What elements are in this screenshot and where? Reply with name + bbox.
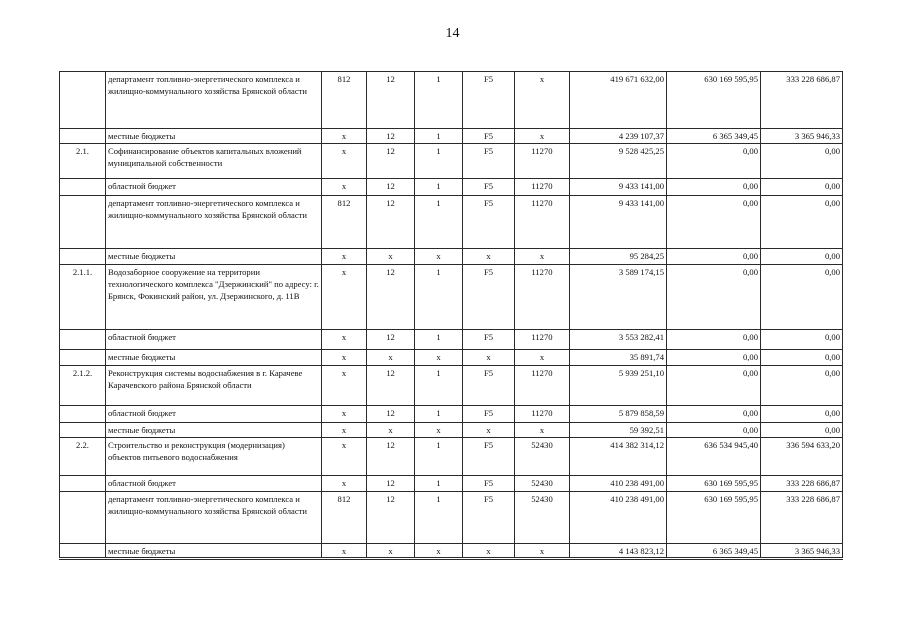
- col-code-2: x: [367, 249, 415, 265]
- col-code-3: x: [415, 249, 463, 265]
- amount-year-2: 0,00: [667, 179, 761, 196]
- row-number: [60, 179, 106, 196]
- col-code-4: F5: [463, 330, 515, 350]
- col-code-5: x: [515, 129, 570, 144]
- row-number: [60, 492, 106, 544]
- amount-year-2: 6 365 349,45: [667, 544, 761, 559]
- amount-year-1: 5 939 251,10: [570, 366, 667, 406]
- col-code-2: 12: [367, 72, 415, 129]
- col-code-4: x: [463, 350, 515, 366]
- col-code-1: x: [322, 406, 367, 423]
- col-code-3: x: [415, 423, 463, 438]
- col-code-3: 1: [415, 330, 463, 350]
- row-name: областной бюджет: [106, 330, 322, 350]
- table-row: [60, 366, 843, 406]
- amount-year-3: 0,00: [761, 330, 843, 350]
- col-code-1: x: [322, 129, 367, 144]
- amount-year-3: 0,00: [761, 350, 843, 366]
- row-name: департамент топливно-энергетического комплекса и жилищно-коммунального хозяйства Брянской области: [106, 492, 322, 544]
- amount-year-1: 414 382 314,12: [570, 438, 667, 476]
- row-number: [60, 330, 106, 350]
- amount-year-3: 333 228 686,87: [761, 492, 843, 544]
- amount-year-3: 0,00: [761, 366, 843, 406]
- col-code-2: 12: [367, 265, 415, 330]
- amount-year-3: 333 228 686,87: [761, 476, 843, 492]
- row-name: департамент топливно-энергетического комплекса и жилищно-коммунального хозяйства Брянской области: [106, 196, 322, 249]
- row-name: местные бюджеты: [106, 350, 322, 366]
- amount-year-1: 410 238 491,00: [570, 476, 667, 492]
- table-row: [60, 144, 843, 179]
- amount-year-2: 630 169 595,95: [667, 492, 761, 544]
- table-row: [60, 196, 843, 249]
- col-code-2: 12: [367, 144, 415, 179]
- amount-year-1: 3 553 282,41: [570, 330, 667, 350]
- col-code-1: x: [322, 144, 367, 179]
- table-row: [60, 179, 843, 196]
- table-row: [60, 330, 843, 350]
- row-name: областной бюджет: [106, 406, 322, 423]
- col-code-5: 52430: [515, 438, 570, 476]
- row-name: областной бюджет: [106, 179, 322, 196]
- col-code-1: x: [322, 366, 367, 406]
- amount-year-1: 4 239 107,37: [570, 129, 667, 144]
- amount-year-3: 0,00: [761, 406, 843, 423]
- amount-year-2: 0,00: [667, 366, 761, 406]
- row-number: 2.1.2.: [60, 366, 106, 406]
- amount-year-1: 35 891,74: [570, 350, 667, 366]
- col-code-5: x: [515, 72, 570, 129]
- col-code-4: x: [463, 423, 515, 438]
- amount-year-3: 0,00: [761, 265, 843, 330]
- col-code-5: x: [515, 544, 570, 559]
- row-number: 2.1.1.: [60, 265, 106, 330]
- col-code-5: 52430: [515, 492, 570, 544]
- col-code-4: x: [463, 544, 515, 559]
- col-code-3: x: [415, 544, 463, 559]
- table-row: [60, 492, 843, 544]
- col-code-3: x: [415, 350, 463, 366]
- col-code-3: 1: [415, 492, 463, 544]
- col-code-1: 812: [322, 196, 367, 249]
- row-name: Строительство и реконструкция (модернизация) объектов питьевого водоснабжения: [106, 438, 322, 476]
- amount-year-3: 3 365 946,33: [761, 544, 843, 559]
- col-code-1: 812: [322, 492, 367, 544]
- col-code-3: 1: [415, 476, 463, 492]
- col-code-2: x: [367, 544, 415, 559]
- col-code-2: 12: [367, 330, 415, 350]
- col-code-3: 1: [415, 179, 463, 196]
- row-name: местные бюджеты: [106, 544, 322, 559]
- amount-year-1: 95 284,25: [570, 249, 667, 265]
- table-row: [60, 438, 843, 476]
- table-row: [60, 423, 843, 438]
- row-name: Водозаборное сооружение на территории технологического комплекса "Дзержинский" по адресу: г. Брянск, Фокинский район, ул. Дзержинского, д. 11В: [106, 265, 322, 330]
- col-code-5: 11270: [515, 144, 570, 179]
- col-code-5: x: [515, 350, 570, 366]
- amount-year-2: 0,00: [667, 350, 761, 366]
- col-code-2: x: [367, 350, 415, 366]
- amount-year-1: 9 433 141,00: [570, 196, 667, 249]
- amount-year-3: 336 594 633,20: [761, 438, 843, 476]
- table-body: [60, 72, 843, 559]
- row-number: [60, 196, 106, 249]
- col-code-1: x: [322, 265, 367, 330]
- amount-year-2: 636 534 945,40: [667, 438, 761, 476]
- col-code-1: x: [322, 179, 367, 196]
- col-code-2: 12: [367, 129, 415, 144]
- col-code-4: F5: [463, 129, 515, 144]
- col-code-5: 11270: [515, 366, 570, 406]
- row-number: [60, 350, 106, 366]
- col-code-4: F5: [463, 144, 515, 179]
- col-code-4: F5: [463, 179, 515, 196]
- col-code-1: x: [322, 438, 367, 476]
- col-code-5: 11270: [515, 330, 570, 350]
- col-code-4: F5: [463, 438, 515, 476]
- table-row: [60, 265, 843, 330]
- col-code-1: x: [322, 350, 367, 366]
- col-code-5: x: [515, 249, 570, 265]
- col-code-4: F5: [463, 366, 515, 406]
- amount-year-2: 0,00: [667, 249, 761, 265]
- col-code-1: x: [322, 249, 367, 265]
- amount-year-3: 333 228 686,87: [761, 72, 843, 129]
- amount-year-3: 3 365 946,33: [761, 129, 843, 144]
- table-row: [60, 350, 843, 366]
- col-code-5: 52430: [515, 476, 570, 492]
- row-number: [60, 406, 106, 423]
- col-code-5: 11270: [515, 406, 570, 423]
- row-number: [60, 129, 106, 144]
- amount-year-1: 9 433 141,00: [570, 179, 667, 196]
- amount-year-3: 0,00: [761, 423, 843, 438]
- col-code-4: F5: [463, 196, 515, 249]
- row-name: местные бюджеты: [106, 249, 322, 265]
- amount-year-2: 630 169 595,95: [667, 72, 761, 129]
- col-code-3: 1: [415, 144, 463, 179]
- col-code-1: x: [322, 544, 367, 559]
- row-name: Софинансирование объектов капитальных вложений муниципальной собственности: [106, 144, 322, 179]
- col-code-1: x: [322, 476, 367, 492]
- row-number: [60, 249, 106, 265]
- col-code-5: 11270: [515, 196, 570, 249]
- amount-year-3: 0,00: [761, 196, 843, 249]
- table-row: [60, 544, 843, 559]
- row-name: Реконструкция системы водоснабжения в г. Карачеве Карачевского района Брянской области: [106, 366, 322, 406]
- col-code-3: 1: [415, 438, 463, 476]
- amount-year-1: 410 238 491,00: [570, 492, 667, 544]
- col-code-2: 12: [367, 179, 415, 196]
- col-code-3: 1: [415, 196, 463, 249]
- col-code-1: 812: [322, 72, 367, 129]
- col-code-1: x: [322, 423, 367, 438]
- col-code-2: 12: [367, 476, 415, 492]
- table-row: [60, 249, 843, 265]
- table-row: [60, 406, 843, 423]
- amount-year-2: 0,00: [667, 423, 761, 438]
- row-name: местные бюджеты: [106, 129, 322, 144]
- amount-year-2: 6 365 349,45: [667, 129, 761, 144]
- col-code-2: 12: [367, 366, 415, 406]
- col-code-4: F5: [463, 72, 515, 129]
- col-code-4: F5: [463, 406, 515, 423]
- col-code-2: 12: [367, 438, 415, 476]
- amount-year-1: 5 879 858,59: [570, 406, 667, 423]
- amount-year-2: 0,00: [667, 330, 761, 350]
- table-row: [60, 129, 843, 144]
- col-code-3: 1: [415, 366, 463, 406]
- col-code-3: 1: [415, 129, 463, 144]
- amount-year-1: 419 671 632,00: [570, 72, 667, 129]
- col-code-4: F5: [463, 492, 515, 544]
- amount-year-2: 0,00: [667, 406, 761, 423]
- col-code-5: x: [515, 423, 570, 438]
- amount-year-1: 59 392,51: [570, 423, 667, 438]
- table-row: [60, 72, 843, 129]
- col-code-2: 12: [367, 196, 415, 249]
- amount-year-1: 4 143 823,12: [570, 544, 667, 559]
- budget-table: [59, 71, 843, 560]
- amount-year-2: 0,00: [667, 144, 761, 179]
- row-name: местные бюджеты: [106, 423, 322, 438]
- col-code-2: 12: [367, 492, 415, 544]
- col-code-5: 11270: [515, 179, 570, 196]
- col-code-3: 1: [415, 72, 463, 129]
- col-code-2: x: [367, 423, 415, 438]
- col-code-4: x: [463, 249, 515, 265]
- row-number: 2.1.: [60, 144, 106, 179]
- amount-year-2: 630 169 595,95: [667, 476, 761, 492]
- amount-year-1: 3 589 174,15: [570, 265, 667, 330]
- col-code-3: 1: [415, 406, 463, 423]
- amount-year-3: 0,00: [761, 249, 843, 265]
- col-code-4: F5: [463, 265, 515, 330]
- table-row: [60, 476, 843, 492]
- row-number: [60, 72, 106, 129]
- col-code-5: 11270: [515, 265, 570, 330]
- row-name: департамент топливно-энергетического комплекса и жилищно-коммунального хозяйства Брянской области: [106, 72, 322, 129]
- row-number: [60, 544, 106, 559]
- row-number: [60, 423, 106, 438]
- amount-year-2: 0,00: [667, 265, 761, 330]
- row-number: 2.2.: [60, 438, 106, 476]
- page-number: 14: [445, 26, 460, 41]
- col-code-1: x: [322, 330, 367, 350]
- col-code-4: F5: [463, 476, 515, 492]
- amount-year-3: 0,00: [761, 179, 843, 196]
- amount-year-1: 9 528 425,25: [570, 144, 667, 179]
- col-code-3: 1: [415, 265, 463, 330]
- amount-year-3: 0,00: [761, 144, 843, 179]
- row-number: [60, 476, 106, 492]
- col-code-2: 12: [367, 406, 415, 423]
- row-name: областной бюджет: [106, 476, 322, 492]
- amount-year-2: 0,00: [667, 196, 761, 249]
